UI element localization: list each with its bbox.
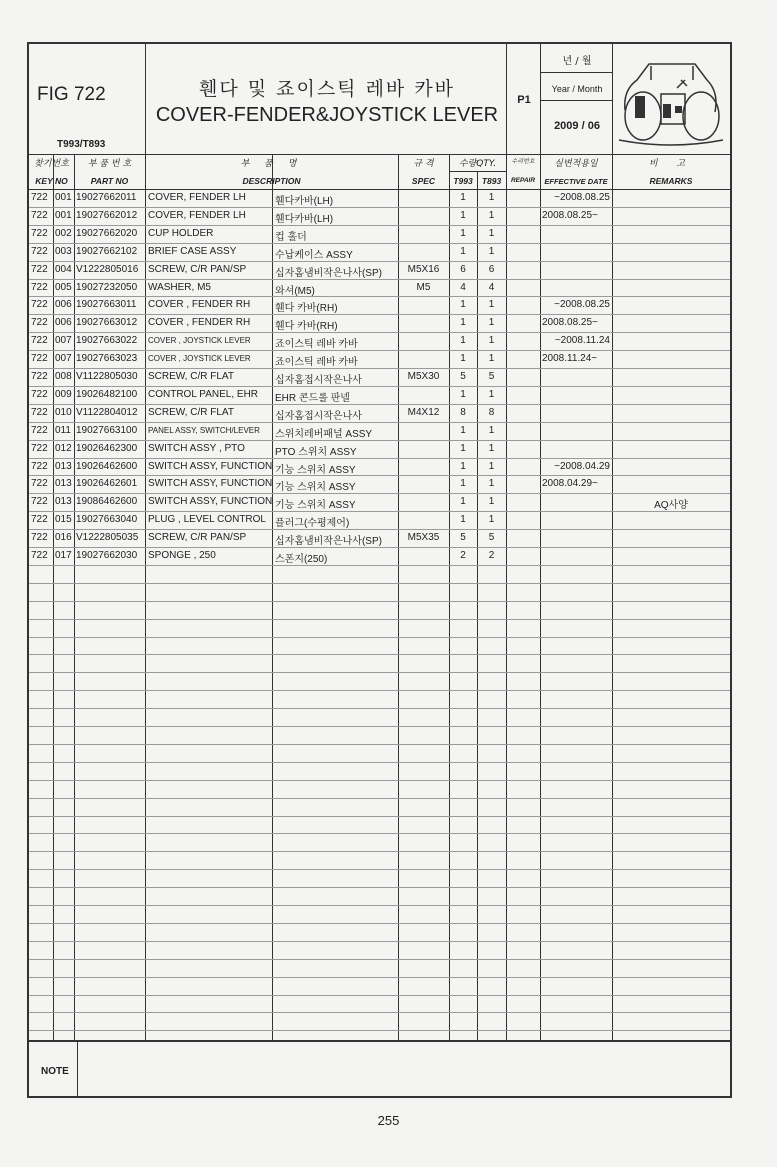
cell-qty-t893: 1 [488, 192, 495, 203]
cell-part-no: V1222805016 [76, 263, 139, 275]
cell-key-no: 001 [55, 209, 72, 221]
row-rule [29, 1012, 730, 1013]
cell-qty-t893: 1 [488, 299, 495, 311]
row-rule [29, 207, 730, 208]
cell-description-ko: 휀다카바(LH) [275, 213, 334, 225]
col-key-ko: 찾기번호 [34, 159, 69, 169]
cell-fig: 722 [31, 460, 48, 472]
cell-description-ko: 십자홈접시작은나사 [275, 410, 362, 422]
col-qty-t993: T993 [453, 176, 473, 186]
cell-key-no: 006 [55, 299, 72, 311]
cell-key-no: 010 [55, 406, 72, 418]
row-rule [29, 654, 730, 655]
table-row [29, 350, 730, 368]
table-row [29, 511, 730, 529]
cell-qty-t893: 1 [488, 209, 495, 221]
header-block [29, 44, 730, 155]
cell-qty-t993: 1 [460, 388, 466, 400]
row-rule [29, 261, 730, 262]
col-spec-en: SPEC [411, 176, 436, 186]
note-label: NOTE [41, 1066, 69, 1077]
row-rule [29, 296, 730, 297]
col-remarks-ko: 비 고 [648, 159, 694, 169]
row-rule [29, 279, 730, 280]
cell-effective-date: 2008.08.25~ [542, 317, 598, 329]
cell-qty-t993: 1 [460, 353, 466, 365]
cell-description: SWITCH ASSY , PTO [148, 442, 245, 454]
cell-description: COVER , FENDER RH [148, 317, 251, 329]
year-month-label-ko: 년 / 월 [562, 56, 592, 67]
cell-key-no: 013 [55, 478, 72, 490]
cell-key-no: 002 [55, 227, 72, 239]
table-row [29, 547, 730, 565]
table-row [29, 475, 730, 493]
cell-qty-t993: 1 [460, 514, 466, 526]
table-row [29, 296, 730, 314]
cell-description-ko: 와셔(M5) [275, 285, 315, 297]
row-rule [29, 851, 730, 852]
col-date-ko: 실변적용일 [554, 159, 598, 169]
row-rule [29, 511, 730, 512]
cell-qty-t993: 1 [460, 245, 466, 257]
cell-key-no: 012 [55, 442, 72, 454]
cell-key-no: 013 [55, 496, 72, 508]
table-row [29, 243, 730, 261]
cell-qty-t893: 8 [488, 406, 495, 418]
row-rule [29, 243, 730, 244]
cell-key-no: 009 [55, 388, 72, 400]
cell-qty-t993: 1 [460, 424, 466, 436]
row-rule [29, 350, 730, 351]
row-rule [29, 368, 730, 369]
cell-part-no: 19027662102 [76, 245, 138, 257]
col-qty-ko: 수량QTY. [458, 159, 497, 169]
row-rule [29, 833, 730, 834]
cell-part-no: 19027663011 [76, 299, 137, 311]
row-rule [29, 404, 730, 405]
cell-description-ko: 기능 스위치 ASSY [275, 482, 356, 494]
cell-effective-date: 2008.04.29~ [542, 478, 598, 490]
cell-part-no: V1122805030 [76, 371, 138, 382]
cell-qty-t993: 1 [460, 192, 466, 203]
cell-qty-t893: 1 [488, 245, 495, 257]
cell-spec: M5X35 [407, 532, 440, 544]
cell-description-ko: 수납케이스 ASSY [275, 249, 353, 261]
cell-qty-t893: 1 [488, 227, 495, 239]
model-code: T993/T893 [57, 139, 106, 150]
cell-qty-t893: 5 [488, 371, 495, 382]
cell-part-no: 19027663100 [76, 424, 138, 436]
row-rule [29, 529, 730, 530]
cell-description-ko: 컵 홀더 [275, 231, 307, 243]
cell-description: COVER , FENDER RH [148, 299, 251, 311]
row-rule [29, 547, 730, 548]
row-rule [29, 458, 730, 459]
cell-qty-t993: 4 [460, 281, 466, 293]
cell-fig: 722 [31, 442, 48, 454]
cell-fig: 722 [31, 424, 48, 436]
cell-part-no: 19026462601 [76, 478, 138, 490]
cell-description-ko: PTO 스위치 ASSY [275, 446, 357, 458]
row-rule [29, 762, 730, 763]
cell-key-no: 007 [55, 335, 72, 347]
cell-fig: 722 [31, 388, 48, 400]
cell-key-no: 003 [55, 245, 72, 257]
cell-part-no: 19027662030 [76, 550, 138, 561]
cell-qty-t993: 8 [460, 406, 466, 418]
cell-fig: 722 [31, 192, 48, 203]
col-key-en: KEY NO [35, 176, 68, 186]
cell-part-no: 19026482100 [76, 388, 138, 400]
cell-qty-t893: 1 [488, 388, 495, 400]
cell-description: COVER , JOYSTICK LEVER [148, 336, 251, 346]
cell-part-no: 19027232050 [76, 281, 138, 293]
table-row [29, 440, 730, 458]
col-part-ko: 부 품 번 호 [87, 159, 132, 169]
cell-qty-t993: 1 [460, 299, 466, 311]
cell-fig: 722 [31, 371, 48, 382]
cell-spec: M5X16 [407, 263, 440, 275]
cell-description: WASHER, M5 [148, 281, 211, 293]
table-row [29, 207, 730, 225]
col-repair-ko: 수리번호 [511, 158, 535, 165]
cell-description-ko: 죠이스틱 레바 카바 [275, 339, 358, 351]
cell-qty-t893: 5 [488, 532, 495, 544]
cell-description-ko: 스위치레버패널 ASSY [275, 428, 373, 440]
row-rule [29, 690, 730, 691]
cell-description-ko: EHR 콘드롤 판넬 [275, 392, 350, 404]
cell-part-no: 19086462600 [76, 496, 138, 508]
cell-part-no: 19027663023 [76, 353, 138, 365]
cell-qty-t993: 6 [460, 263, 466, 275]
table-row [29, 404, 730, 422]
cell-fig: 722 [31, 478, 48, 490]
title-english: COVER-FENDER&JOYSTICK LEVER [155, 104, 499, 126]
cell-description: COVER , JOYSTICK LEVER [148, 354, 251, 364]
cell-description: SWITCH ASSY, FUNCTION [148, 478, 273, 490]
row-rule [29, 601, 730, 602]
cell-qty-t893: 1 [488, 317, 495, 329]
cell-fig: 722 [31, 209, 48, 221]
cell-qty-t993: 1 [460, 209, 466, 221]
page-code: P1 [517, 94, 531, 106]
col-date-en: EFFECTIVE DATE [544, 177, 608, 186]
cell-key-no: 001 [55, 192, 72, 203]
row-rule [29, 744, 730, 745]
col-spec-ko: 규 격 [413, 159, 434, 169]
year-month-label-en: Year / Month [551, 84, 603, 94]
table-row [29, 279, 730, 297]
row-rule [29, 386, 730, 387]
cell-qty-t893: 1 [488, 335, 495, 347]
row-rule [29, 493, 730, 494]
table-row [29, 422, 730, 440]
figure-number: FIG 722 [37, 84, 106, 105]
cell-part-no: 19027663040 [76, 514, 138, 526]
cell-qty-t893: 6 [488, 263, 495, 275]
cell-description: SCREW, C/R FLAT [148, 371, 234, 382]
cell-qty-t993: 5 [460, 371, 466, 382]
cell-fig: 722 [31, 532, 48, 544]
cell-effective-date: ~2008.08.25 [554, 192, 610, 203]
cell-spec: M5X30 [407, 371, 440, 382]
cell-description-ko: 죠이스틱 레바 카바 [275, 357, 358, 369]
row-rule [29, 440, 730, 441]
cell-part-no: 19026462600 [76, 460, 138, 472]
cell-part-no: 19027662011 [76, 192, 137, 203]
cell-description-ko: 기능 스위치 ASSY [275, 500, 356, 512]
col-part-en: PART NO [90, 176, 129, 186]
cell-qty-t993: 1 [460, 496, 466, 508]
cell-fig: 722 [31, 496, 48, 508]
table-row [29, 189, 730, 207]
page-number: 255 [377, 1113, 400, 1128]
row-rule [29, 905, 730, 906]
table-row [29, 225, 730, 243]
col-desc-ko: 부 품 명 [240, 159, 303, 169]
cell-qty-t993: 1 [460, 317, 466, 329]
row-rule [29, 314, 730, 315]
table-row [29, 386, 730, 404]
cell-effective-date: ~2008.11.24 [554, 335, 610, 347]
cell-fig: 722 [31, 263, 48, 275]
cell-description-ko: 십자홈접시작은나사 [275, 375, 362, 386]
cell-description: CUP HOLDER [148, 227, 214, 239]
cell-description: CONTROL PANEL, EHR [148, 388, 259, 400]
row-rule [29, 780, 730, 781]
row-rule [29, 708, 730, 709]
col-repair-en: REPAIR [510, 177, 536, 184]
row-rule [29, 637, 730, 638]
cell-effective-date: ~2008.08.25 [554, 299, 610, 311]
table-row [29, 458, 730, 476]
row-rule [29, 225, 730, 226]
cell-fig: 722 [31, 406, 48, 418]
col-qty-t893: T893 [481, 176, 502, 186]
col-desc-en: DESCRIPTION [242, 176, 301, 186]
table-row [29, 493, 730, 511]
year-month-value: 2009 / 06 [554, 120, 600, 132]
cell-qty-t993: 1 [460, 460, 466, 472]
cell-description: COVER, FENDER LH [148, 192, 246, 203]
cell-qty-t993: 1 [460, 227, 466, 239]
row-rule [29, 565, 730, 566]
cell-description-ko: 휀다카바(LH) [275, 196, 334, 207]
cell-key-no: 006 [55, 317, 72, 329]
tractor-illustration [615, 50, 727, 146]
row-rule [29, 887, 730, 888]
cell-spec: M4X12 [407, 406, 440, 418]
cell-key-no: 016 [55, 532, 72, 544]
row-rule [29, 619, 730, 620]
cell-key-no: 005 [55, 281, 72, 293]
cell-part-no: V1222805035 [76, 532, 139, 544]
row-rule [29, 1030, 730, 1031]
table-row [29, 314, 730, 332]
cell-qty-t893: 1 [488, 424, 495, 436]
row-rule [29, 726, 730, 727]
row-rule [29, 941, 730, 942]
cell-qty-t893: 1 [488, 353, 495, 365]
cell-key-no: 011 [55, 424, 71, 436]
cell-fig: 722 [31, 281, 48, 293]
row-rule [29, 923, 730, 924]
cell-part-no: 19027663022 [76, 335, 138, 347]
row-rule [29, 977, 730, 978]
row-rule [29, 995, 730, 996]
col-remarks-en: REMARKS [649, 176, 693, 186]
cell-key-no: 008 [55, 371, 72, 382]
cell-key-no: 007 [55, 353, 72, 365]
cell-fig: 722 [31, 335, 48, 347]
cell-description: COVER, FENDER LH [148, 209, 246, 221]
cell-qty-t893: 1 [488, 460, 495, 472]
cell-part-no: 19027662020 [76, 227, 138, 239]
cell-description: SCREW, C/R FLAT [148, 406, 234, 418]
cell-description-ko: 휀다 카바(RH) [275, 321, 338, 333]
cell-qty-t993: 5 [460, 532, 466, 544]
row-rule [29, 798, 730, 799]
cell-fig: 722 [31, 317, 48, 329]
cell-qty-t893: 1 [488, 442, 495, 454]
cell-description-ko: 스폰지(250) [275, 554, 328, 565]
cell-qty-t993: 1 [460, 335, 466, 347]
cell-description: SCREW, C/R PAN/SP [148, 532, 247, 544]
cell-fig: 722 [31, 299, 48, 311]
cell-qty-t993: 1 [460, 442, 466, 454]
table-row [29, 261, 730, 279]
cell-remarks: AQ사양 [654, 500, 688, 512]
cell-description: SWITCH ASSY, FUNCTION [148, 496, 273, 508]
cell-key-no: 017 [55, 550, 72, 561]
cell-description-ko: 십자홈냄비작은나사(SP) [275, 536, 382, 548]
cell-qty-t893: 1 [488, 514, 495, 526]
cell-description: SWITCH ASSY, FUNCTION [148, 460, 273, 472]
cell-fig: 722 [31, 227, 48, 239]
cell-qty-t993: 1 [460, 478, 466, 490]
table-row [29, 332, 730, 350]
cell-part-no: 19027662012 [76, 209, 138, 221]
cell-part-no: V1122804012 [76, 406, 138, 418]
cell-qty-t893: 4 [488, 281, 495, 293]
cell-description: SCREW, C/R PAN/SP [148, 263, 247, 275]
cell-description-ko: 십자홈냄비작은나사(SP) [275, 267, 382, 279]
row-rule [29, 475, 730, 476]
row-rule [29, 672, 730, 673]
row-rule [29, 583, 730, 584]
row-rule [29, 422, 730, 423]
cell-description-ko: 플러그(수평제어) [275, 518, 350, 530]
cell-qty-t893: 2 [488, 550, 495, 561]
cell-description: BRIEF CASE ASSY [148, 245, 237, 257]
cell-description: PLUG , LEVEL CONTROL [148, 514, 266, 526]
table-row [29, 368, 730, 386]
row-rule [29, 816, 730, 817]
title-korean: 휀다 및 죠이스틱 레바 카바 [198, 78, 456, 100]
cell-qty-t993: 2 [460, 550, 466, 561]
row-rule [29, 332, 730, 333]
cell-description-ko: 기능 스위치 ASSY [275, 464, 356, 476]
cell-part-no: 19026462300 [76, 442, 138, 454]
table-row [29, 529, 730, 547]
cell-effective-date: 2008.11.24~ [542, 353, 598, 365]
cell-key-no: 013 [55, 460, 72, 472]
cell-effective-date: 2008.08.25~ [542, 209, 598, 221]
cell-key-no: 015 [55, 514, 72, 526]
row-rule [29, 959, 730, 960]
cell-description-ko: 휀다 카바(RH) [275, 303, 338, 315]
cell-spec: M5 [416, 281, 431, 293]
cell-qty-t893: 1 [488, 478, 495, 490]
cell-qty-t893: 1 [488, 496, 495, 508]
row-rule [29, 869, 730, 870]
cell-fig: 722 [31, 353, 48, 365]
cell-description: SPONGE , 250 [148, 550, 216, 561]
cell-fig: 722 [31, 245, 48, 257]
cell-key-no: 004 [55, 263, 72, 275]
parts-sheet [27, 42, 732, 1098]
cell-effective-date: ~2008.04.29 [554, 460, 610, 472]
cell-fig: 722 [31, 514, 48, 526]
cell-part-no: 19027663012 [76, 317, 138, 329]
cell-fig: 722 [31, 550, 48, 561]
cell-description: PANEL ASSY, SWITCH/LEVER [148, 425, 260, 435]
